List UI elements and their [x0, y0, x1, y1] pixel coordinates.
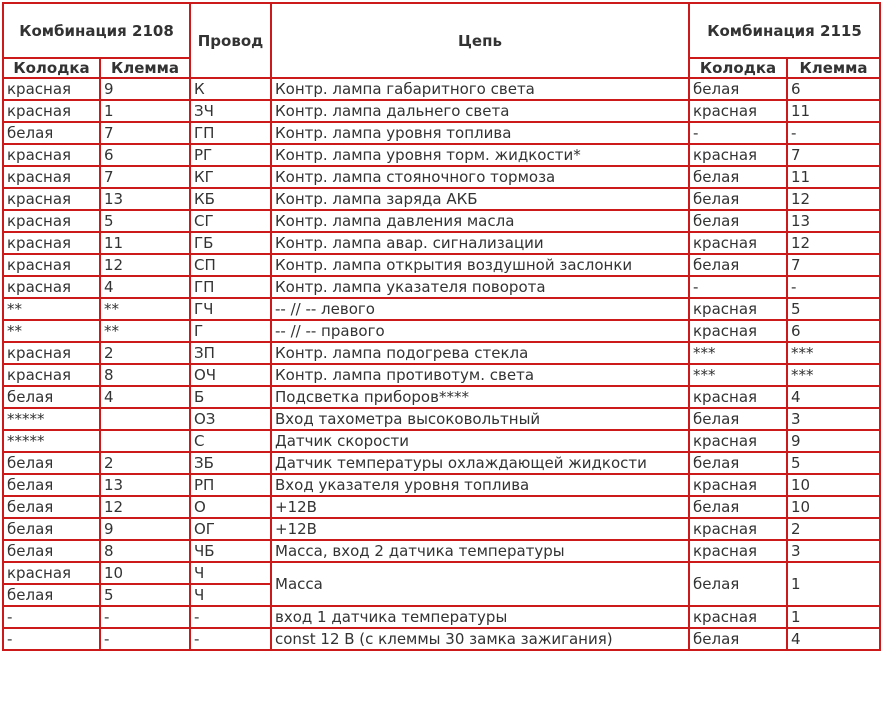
cell-terminal-left: 4: [100, 386, 190, 408]
cell-wire: К: [190, 78, 271, 100]
cell-block-left: -: [3, 606, 100, 628]
cell-terminal-left: 7: [100, 166, 190, 188]
table-row: [3, 496, 880, 518]
cell-circuit: Контр. лампа противотум. света: [271, 364, 689, 386]
cell-circuit: Датчик температуры охлаждающей жидкости: [271, 452, 689, 474]
cell-block-left: красная: [3, 166, 100, 188]
cell-block-right: белая: [689, 188, 787, 210]
cell-circuit: Вход указателя уровня топлива: [271, 474, 689, 496]
cell-circuit: Контр. лампа уровня топлива: [271, 122, 689, 144]
cell-terminal-right: 12: [787, 232, 880, 254]
cell-wire: СП: [190, 254, 271, 276]
table-row: [3, 100, 880, 122]
cell-block-right: -: [689, 276, 787, 298]
cell-terminal-left: 8: [100, 364, 190, 386]
table-row: [3, 606, 880, 628]
cell-wire: РГ: [190, 144, 271, 166]
table-row: [3, 430, 880, 452]
cell-terminal-left: 6: [100, 144, 190, 166]
cell-block-right: белая: [689, 452, 787, 474]
cell-terminal-right: 13: [787, 210, 880, 232]
header-terminal-right: Клемма: [787, 58, 880, 78]
cell-block-right: белая: [689, 210, 787, 232]
cell-block-left: красная: [3, 210, 100, 232]
cell-wire: ЗЧ: [190, 100, 271, 122]
cell-circuit: +12В: [271, 518, 689, 540]
cell-block-right: белая: [689, 254, 787, 276]
table-row-mass-a: [3, 562, 880, 584]
cell-terminal-left: 13: [100, 188, 190, 210]
cell-block-right: белая: [689, 78, 787, 100]
cell-wire: СГ: [190, 210, 271, 232]
cell-terminal-left: 12: [100, 254, 190, 276]
cell-block-right: красная: [689, 298, 787, 320]
pinout-table: [2, 2, 881, 651]
table-row: [3, 386, 880, 408]
cell-terminal-right: 6: [787, 78, 880, 100]
cell-block-right: красная: [689, 474, 787, 496]
cell-block-left: белая: [3, 452, 100, 474]
cell-terminal-right: 1: [787, 606, 880, 628]
cell-terminal-left: 12: [100, 496, 190, 518]
table-row: [3, 364, 880, 386]
cell-terminal-right: 2: [787, 518, 880, 540]
table-row: [3, 254, 880, 276]
cell-terminal-right: ***: [787, 364, 880, 386]
cell-wire: КБ: [190, 188, 271, 210]
cell-terminal-right: 11: [787, 100, 880, 122]
cell-circuit: Масса, вход 2 датчика температуры: [271, 540, 689, 562]
table-row: [3, 408, 880, 430]
cell-terminal-left: 5: [100, 210, 190, 232]
header-combo-2115: Комбинация 2115: [689, 3, 880, 58]
cell-circuit: Масса: [271, 562, 689, 606]
cell-circuit: Датчик скорости: [271, 430, 689, 452]
cell-block-right: красная: [689, 540, 787, 562]
header-terminal-left: Клемма: [100, 58, 190, 78]
table-row: [3, 276, 880, 298]
cell-block-left: **: [3, 320, 100, 342]
cell-circuit: Подсветка приборов****: [271, 386, 689, 408]
cell-wire: РП: [190, 474, 271, 496]
cell-terminal-left: 11: [100, 232, 190, 254]
cell-wire: Ч: [190, 562, 271, 584]
cell-wire: ОЗ: [190, 408, 271, 430]
cell-block-right: красная: [689, 430, 787, 452]
table-row: [3, 474, 880, 496]
cell-block-right: белая: [689, 496, 787, 518]
cell-terminal-left: 10: [100, 562, 190, 584]
header-circuit: Цепь: [271, 3, 689, 78]
table-row: [3, 166, 880, 188]
table-row: [3, 540, 880, 562]
cell-circuit: -- // -- правого: [271, 320, 689, 342]
cell-block-right: красная: [689, 232, 787, 254]
cell-block-right: белая: [689, 628, 787, 650]
header-combo-2108: Комбинация 2108: [3, 3, 190, 58]
cell-terminal-right: 3: [787, 408, 880, 430]
cell-circuit: Контр. лампа указателя поворота: [271, 276, 689, 298]
cell-circuit: Контр. лампа подогрева стекла: [271, 342, 689, 364]
cell-terminal-left: 9: [100, 78, 190, 100]
cell-wire: ГЧ: [190, 298, 271, 320]
cell-wire: ГП: [190, 122, 271, 144]
cell-terminal-right: 9: [787, 430, 880, 452]
cell-terminal-right: 7: [787, 144, 880, 166]
cell-terminal-left: -: [100, 628, 190, 650]
cell-terminal-left: 1: [100, 100, 190, 122]
cell-terminal-left: 2: [100, 452, 190, 474]
cell-terminal-left: 7: [100, 122, 190, 144]
cell-block-left: красная: [3, 232, 100, 254]
cell-wire: ЧБ: [190, 540, 271, 562]
cell-terminal-left: 9: [100, 518, 190, 540]
cell-circuit: Контр. лампа заряда АКБ: [271, 188, 689, 210]
cell-terminal-left: [100, 408, 190, 430]
cell-block-left: красная: [3, 144, 100, 166]
cell-block-right: белая: [689, 166, 787, 188]
cell-wire: ОЧ: [190, 364, 271, 386]
cell-wire: ГП: [190, 276, 271, 298]
cell-terminal-left: [100, 430, 190, 452]
cell-block-right: красная: [689, 320, 787, 342]
cell-terminal-right: -: [787, 276, 880, 298]
table-row: [3, 320, 880, 342]
cell-terminal-right: ***: [787, 342, 880, 364]
cell-circuit: Контр. лампа дальнего света: [271, 100, 689, 122]
cell-terminal-right: 11: [787, 166, 880, 188]
cell-block-right: ***: [689, 364, 787, 386]
table-row: [3, 210, 880, 232]
cell-block-right: белая: [689, 408, 787, 430]
table-row: [3, 628, 880, 650]
header-block-left: Колодка: [3, 58, 100, 78]
cell-block-left: красная: [3, 188, 100, 210]
table-row: [3, 298, 880, 320]
cell-terminal-right: 12: [787, 188, 880, 210]
cell-circuit: вход 1 датчика температуры: [271, 606, 689, 628]
table-row: [3, 122, 880, 144]
cell-terminal-left: 8: [100, 540, 190, 562]
table-row: [3, 144, 880, 166]
cell-block-right: белая: [689, 562, 787, 606]
cell-circuit: +12В: [271, 496, 689, 518]
cell-circuit: Контр. лампа открытия воздушной заслонки: [271, 254, 689, 276]
cell-wire: КГ: [190, 166, 271, 188]
cell-circuit: -- // -- левого: [271, 298, 689, 320]
cell-block-right: красная: [689, 606, 787, 628]
cell-block-left: белая: [3, 496, 100, 518]
cell-terminal-left: 2: [100, 342, 190, 364]
cell-terminal-left: **: [100, 298, 190, 320]
cell-terminal-right: 4: [787, 386, 880, 408]
header-block-right: Колодка: [689, 58, 787, 78]
cell-wire: С: [190, 430, 271, 452]
cell-terminal-right: 10: [787, 496, 880, 518]
cell-block-left: белая: [3, 474, 100, 496]
cell-circuit: Контр. лампа давления масла: [271, 210, 689, 232]
cell-terminal-right: 1: [787, 562, 880, 606]
cell-terminal-left: 13: [100, 474, 190, 496]
cell-wire: -: [190, 606, 271, 628]
cell-block-left: красная: [3, 562, 100, 584]
cell-circuit: Контр. лампа стояночного тормоза: [271, 166, 689, 188]
cell-block-left: *****: [3, 408, 100, 430]
cell-block-right: ***: [689, 342, 787, 364]
cell-terminal-right: -: [787, 122, 880, 144]
table-row: [3, 78, 880, 100]
cell-block-left: красная: [3, 78, 100, 100]
cell-wire: Ч: [190, 584, 271, 606]
table-row: [3, 342, 880, 364]
cell-terminal-right: 6: [787, 320, 880, 342]
cell-wire: Г: [190, 320, 271, 342]
cell-terminal-right: 10: [787, 474, 880, 496]
table-row: [3, 232, 880, 254]
cell-block-right: -: [689, 122, 787, 144]
header-wire: Провод: [190, 3, 271, 78]
cell-block-right: красная: [689, 518, 787, 540]
cell-circuit: const 12 В (с клеммы 30 замка зажигания): [271, 628, 689, 650]
cell-block-left: белая: [3, 584, 100, 606]
cell-block-right: красная: [689, 386, 787, 408]
table-row: [3, 518, 880, 540]
table-row: [3, 452, 880, 474]
cell-block-left: красная: [3, 254, 100, 276]
cell-terminal-left: **: [100, 320, 190, 342]
cell-terminal-left: 4: [100, 276, 190, 298]
cell-block-left: красная: [3, 276, 100, 298]
cell-terminal-right: 3: [787, 540, 880, 562]
cell-block-left: *****: [3, 430, 100, 452]
cell-block-left: белая: [3, 540, 100, 562]
cell-block-right: красная: [689, 100, 787, 122]
cell-wire: ЗП: [190, 342, 271, 364]
cell-terminal-left: -: [100, 606, 190, 628]
cell-block-left: белая: [3, 386, 100, 408]
cell-circuit: Контр. лампа авар. сигнализации: [271, 232, 689, 254]
cell-block-left: -: [3, 628, 100, 650]
cell-terminal-right: 7: [787, 254, 880, 276]
cell-wire: Б: [190, 386, 271, 408]
cell-terminal-left: 5: [100, 584, 190, 606]
cell-block-left: **: [3, 298, 100, 320]
cell-block-left: белая: [3, 122, 100, 144]
cell-block-left: красная: [3, 364, 100, 386]
cell-block-right: красная: [689, 144, 787, 166]
cell-circuit: Вход тахометра высоковольтный: [271, 408, 689, 430]
cell-wire: -: [190, 628, 271, 650]
cell-wire: ОГ: [190, 518, 271, 540]
cell-block-left: красная: [3, 342, 100, 364]
cell-terminal-right: 5: [787, 298, 880, 320]
cell-circuit: Контр. лампа уровня торм. жидкости*: [271, 144, 689, 166]
cell-block-left: белая: [3, 518, 100, 540]
cell-wire: О: [190, 496, 271, 518]
cell-wire: ЗБ: [190, 452, 271, 474]
cell-terminal-right: 4: [787, 628, 880, 650]
table-row: [3, 188, 880, 210]
cell-wire: ГБ: [190, 232, 271, 254]
cell-circuit: Контр. лампа габаритного света: [271, 78, 689, 100]
cell-terminal-right: 5: [787, 452, 880, 474]
cell-block-left: красная: [3, 100, 100, 122]
